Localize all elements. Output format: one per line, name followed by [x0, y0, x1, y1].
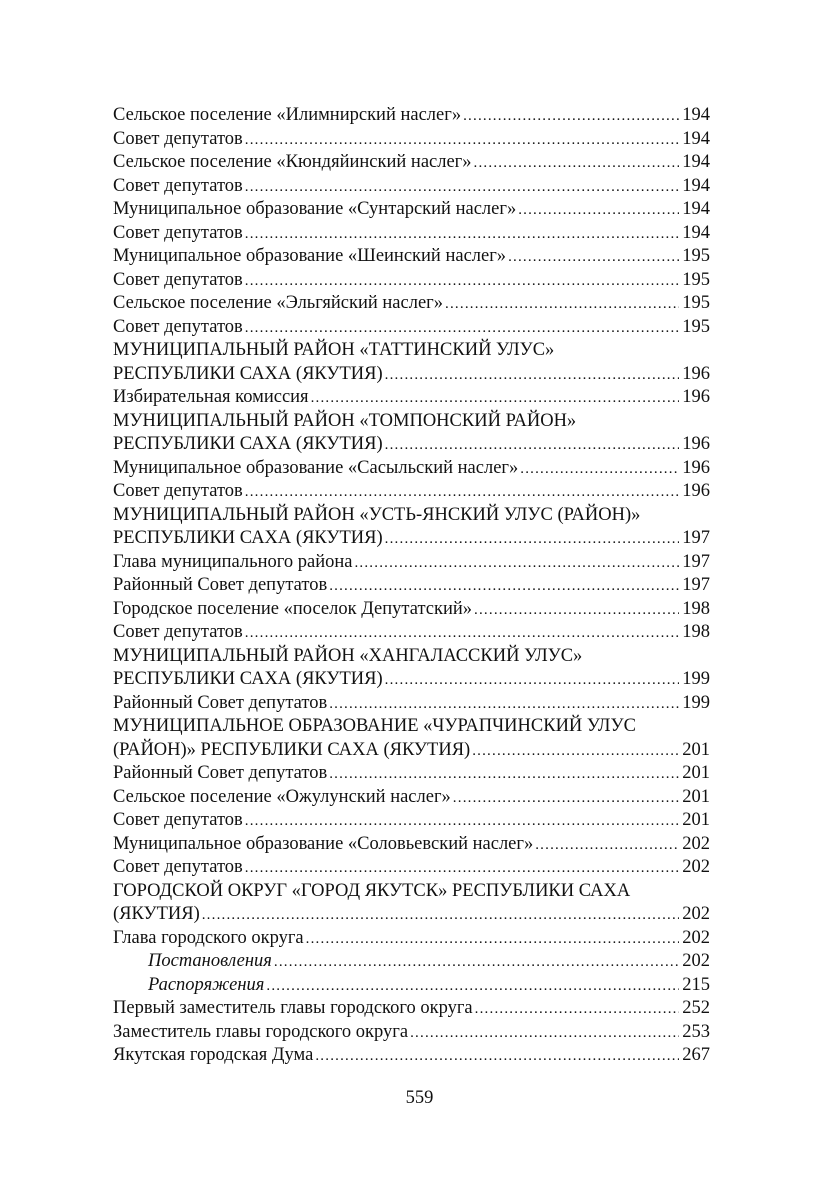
- toc-entry[interactable]: [113, 104, 710, 128]
- toc-entry-title: МУНИЦИПАЛЬНЫЙ РАЙОН «ТОМПОНСКИЙ РАЙОН»: [113, 410, 577, 431]
- toc-entry-page: 202: [682, 833, 710, 854]
- toc-entry-page: 194: [682, 199, 710, 219]
- toc-entry[interactable]: [113, 316, 710, 340]
- toc-entry-page: 253: [682, 1021, 710, 1042]
- toc-entry[interactable]: [113, 175, 710, 199]
- toc-entry[interactable]: [113, 809, 710, 833]
- toc-entry[interactable]: [113, 551, 710, 575]
- dot-leader: [463, 105, 679, 129]
- toc-entry[interactable]: [113, 927, 710, 951]
- toc-entry-title: МУНИЦИПАЛЬНОЕ ОБРАЗОВАНИЕ «ЧУРАПЧИНСКИЙ УЛУС: [113, 716, 636, 736]
- toc-entry-title: Сельское поселение «Илимнирский наслег»: [113, 105, 462, 125]
- dot-leader: [245, 481, 679, 505]
- toc-entry[interactable]: [113, 245, 710, 269]
- toc-entry-page: 198: [682, 622, 710, 642]
- page-number: 559: [405, 1088, 434, 1108]
- toc-entry-page: 202: [682, 951, 710, 971]
- dot-leader: [410, 1022, 679, 1046]
- toc-entry-title: Городское поселение «поселок Депутатский»: [113, 598, 473, 619]
- toc-entry-page: 202: [682, 927, 710, 948]
- toc-entry[interactable]: [113, 997, 710, 1021]
- toc-entry-title: МУНИЦИПАЛЬНЫЙ РАЙОН «ТАТТИНСКИЙ УЛУС»: [113, 340, 555, 360]
- toc-entry[interactable]: [113, 903, 710, 927]
- toc-entry-title: Сельское поселение «Эльгяйский наслег»: [113, 293, 444, 313]
- toc-entry-page: 201: [682, 786, 710, 807]
- toc-entry-page: 196: [682, 457, 710, 478]
- toc-entry-title: ГОРОДСКОЙ ОКРУГ «ГОРОД ЯКУТСК» РЕСПУБЛИКИ САХА: [113, 880, 631, 901]
- dot-leader: [245, 317, 679, 341]
- toc-entry[interactable]: [113, 715, 710, 739]
- toc-entry-title: Совет депутатов: [113, 128, 243, 149]
- toc-entry-title: Районный Совет депутатов: [113, 575, 328, 595]
- toc-entry[interactable]: [113, 692, 710, 716]
- table-of-contents: [113, 104, 710, 1068]
- dot-leader: [329, 575, 679, 599]
- toc-entry-title: Совет депутатов: [113, 316, 243, 337]
- toc-entry[interactable]: [113, 974, 710, 998]
- dot-leader: [274, 951, 679, 975]
- dot-leader: [475, 998, 680, 1022]
- dot-leader: [453, 787, 679, 811]
- dot-leader: [245, 270, 679, 294]
- dot-leader: [520, 458, 679, 482]
- toc-entry-title: Сельское поселение «Ожулунский наслег»: [113, 786, 451, 807]
- toc-entry-title: Совет депутатов: [113, 622, 243, 642]
- toc-entry[interactable]: [113, 339, 710, 363]
- toc-entry[interactable]: [113, 1021, 710, 1045]
- toc-entry-title: Совет депутатов: [113, 810, 243, 830]
- dot-leader: [306, 928, 680, 952]
- toc-entry-title: Глава муниципального района: [113, 551, 353, 572]
- toc-entry-page: 195: [682, 269, 710, 290]
- toc-entry-title: Муниципальное образование «Шеинский наслег»: [113, 246, 507, 266]
- toc-entry-title: РЕСПУБЛИКИ САХА (ЯКУТИЯ): [113, 434, 383, 454]
- dot-leader: [445, 293, 679, 317]
- dot-leader: [245, 810, 679, 834]
- toc-entry[interactable]: [113, 292, 710, 316]
- dot-leader: [474, 152, 680, 176]
- dot-leader: [385, 669, 680, 693]
- toc-entry[interactable]: [113, 504, 710, 528]
- dot-leader: [385, 528, 680, 552]
- toc-entry[interactable]: [113, 151, 710, 175]
- toc-entry-page: 197: [682, 528, 710, 548]
- toc-entry-page: 201: [682, 810, 710, 830]
- toc-entry-page: 196: [682, 481, 710, 501]
- toc-entry-title: Постановления: [148, 951, 272, 971]
- dot-leader: [385, 364, 680, 388]
- dot-leader: [245, 622, 679, 646]
- toc-entry-title: Глава городского округа: [113, 927, 304, 948]
- dot-leader: [329, 693, 679, 717]
- toc-entry-title: Распоряжения: [148, 974, 265, 995]
- toc-entry-page: 198: [682, 598, 710, 619]
- toc-entry[interactable]: [113, 527, 710, 551]
- toc-entry-title: МУНИЦИПАЛЬНЫЙ РАЙОН «ХАНГАЛАССКИЙ УЛУС»: [113, 645, 583, 666]
- dot-leader: [202, 904, 680, 928]
- dot-leader: [245, 857, 679, 881]
- toc-entry-title: РЕСПУБЛИКИ САХА (ЯКУТИЯ): [113, 363, 383, 384]
- toc-entry-title: РЕСПУБЛИКИ САХА (ЯКУТИЯ): [113, 669, 383, 689]
- toc-entry[interactable]: [113, 762, 710, 786]
- toc-entry-title: (ЯКУТИЯ): [113, 904, 200, 924]
- toc-entry-page: 194: [682, 152, 710, 172]
- toc-entry[interactable]: [113, 645, 710, 669]
- toc-entry-title: Заместитель главы городского округа: [113, 1021, 409, 1042]
- toc-entry-page: 215: [682, 974, 710, 995]
- toc-entry-title: Муниципальное образование «Сасыльский наслег»: [113, 457, 519, 478]
- toc-entry-page: 195: [682, 246, 710, 266]
- toc-entry[interactable]: [113, 856, 710, 880]
- toc-entry-title: Совет депутатов: [113, 175, 243, 196]
- toc-entry-page: 201: [682, 763, 710, 783]
- dot-leader: [245, 176, 679, 200]
- toc-entry-page: 196: [682, 363, 710, 384]
- toc-entry[interactable]: [113, 786, 710, 810]
- toc-entry[interactable]: [113, 410, 710, 434]
- toc-entry-title: Совет депутатов: [113, 222, 243, 243]
- toc-entry[interactable]: [113, 363, 710, 387]
- dot-leader: [508, 246, 679, 270]
- toc-entry[interactable]: [113, 950, 710, 974]
- toc-entry[interactable]: [113, 621, 710, 645]
- toc-entry[interactable]: [113, 668, 710, 692]
- toc-entry-title: Муниципальное образование «Сунтарский наслег»: [113, 199, 517, 219]
- dot-leader: [354, 552, 679, 576]
- toc-entry[interactable]: [113, 386, 710, 410]
- toc-entry-page: 197: [682, 575, 710, 595]
- toc-entry-page: 194: [682, 222, 710, 243]
- toc-entry[interactable]: [113, 128, 710, 152]
- toc-entry-page: 202: [682, 904, 710, 924]
- toc-entry-page: 201: [682, 739, 710, 760]
- toc-entry-title: Совет депутатов: [113, 269, 243, 290]
- toc-entry[interactable]: [113, 433, 710, 457]
- toc-entry-page: 202: [682, 857, 710, 877]
- toc-entry[interactable]: [113, 880, 710, 904]
- dot-leader: [385, 434, 680, 458]
- toc-entry[interactable]: [113, 739, 710, 763]
- toc-entry[interactable]: [113, 480, 710, 504]
- dot-leader: [474, 599, 679, 623]
- toc-entry-page: 267: [682, 1045, 710, 1065]
- toc-entry-page: 194: [682, 128, 710, 149]
- toc-entry-title: Якутская городская Дума: [113, 1045, 314, 1065]
- toc-entry-title: Муниципальное образование «Соловьевский наслег»: [113, 833, 534, 854]
- toc-entry-title: Районный Совет депутатов: [113, 692, 328, 713]
- toc-entry[interactable]: [113, 269, 710, 293]
- toc-entry-page: 194: [682, 175, 710, 196]
- toc-entry-page: 197: [682, 551, 710, 572]
- toc-entry-title: РЕСПУБЛИКИ САХА (ЯКУТИЯ): [113, 528, 383, 548]
- dot-leader: [535, 834, 679, 858]
- toc-entry[interactable]: [113, 1044, 710, 1068]
- toc-entry-title: Районный Совет депутатов: [113, 763, 328, 783]
- toc-entry-page: 194: [682, 105, 710, 125]
- dot-leader: [329, 763, 679, 787]
- toc-entry-title: Совет депутатов: [113, 857, 243, 877]
- dot-leader: [472, 740, 679, 764]
- toc-entry-page: 252: [682, 998, 710, 1018]
- toc-entry[interactable]: [113, 574, 710, 598]
- toc-entry-page: 196: [682, 434, 710, 454]
- toc-entry-page: 196: [682, 387, 710, 407]
- dot-leader: [311, 387, 680, 411]
- toc-entry-title: Избирательная комиссия: [113, 387, 309, 407]
- toc-entry[interactable]: [113, 457, 710, 481]
- toc-entry[interactable]: [113, 833, 710, 857]
- toc-entry-title: Совет депутатов: [113, 481, 243, 501]
- toc-entry-title: Сельское поселение «Кюндяйинский наслег»: [113, 152, 472, 172]
- dot-leader: [245, 223, 679, 247]
- toc-entry-title: Первый заместитель главы городского округа: [113, 998, 473, 1018]
- dot-leader: [518, 199, 679, 223]
- toc-entry-page: 195: [682, 293, 710, 313]
- dot-leader: [315, 1045, 679, 1069]
- toc-entry[interactable]: [113, 198, 710, 222]
- toc-entry-page: 199: [682, 669, 710, 689]
- toc-entry-title: МУНИЦИПАЛЬНЫЙ РАЙОН «УСТЬ-ЯНСКИЙ УЛУС (РАЙОН)»: [113, 504, 641, 525]
- toc-entry[interactable]: [113, 222, 710, 246]
- dot-leader: [245, 129, 679, 153]
- toc-entry[interactable]: [113, 598, 710, 622]
- dot-leader: [266, 975, 679, 999]
- toc-entry-page: 195: [682, 316, 710, 337]
- toc-entry-page: 199: [682, 692, 710, 713]
- toc-entry-title: (РАЙОН)» РЕСПУБЛИКИ САХА (ЯКУТИЯ): [113, 739, 471, 760]
